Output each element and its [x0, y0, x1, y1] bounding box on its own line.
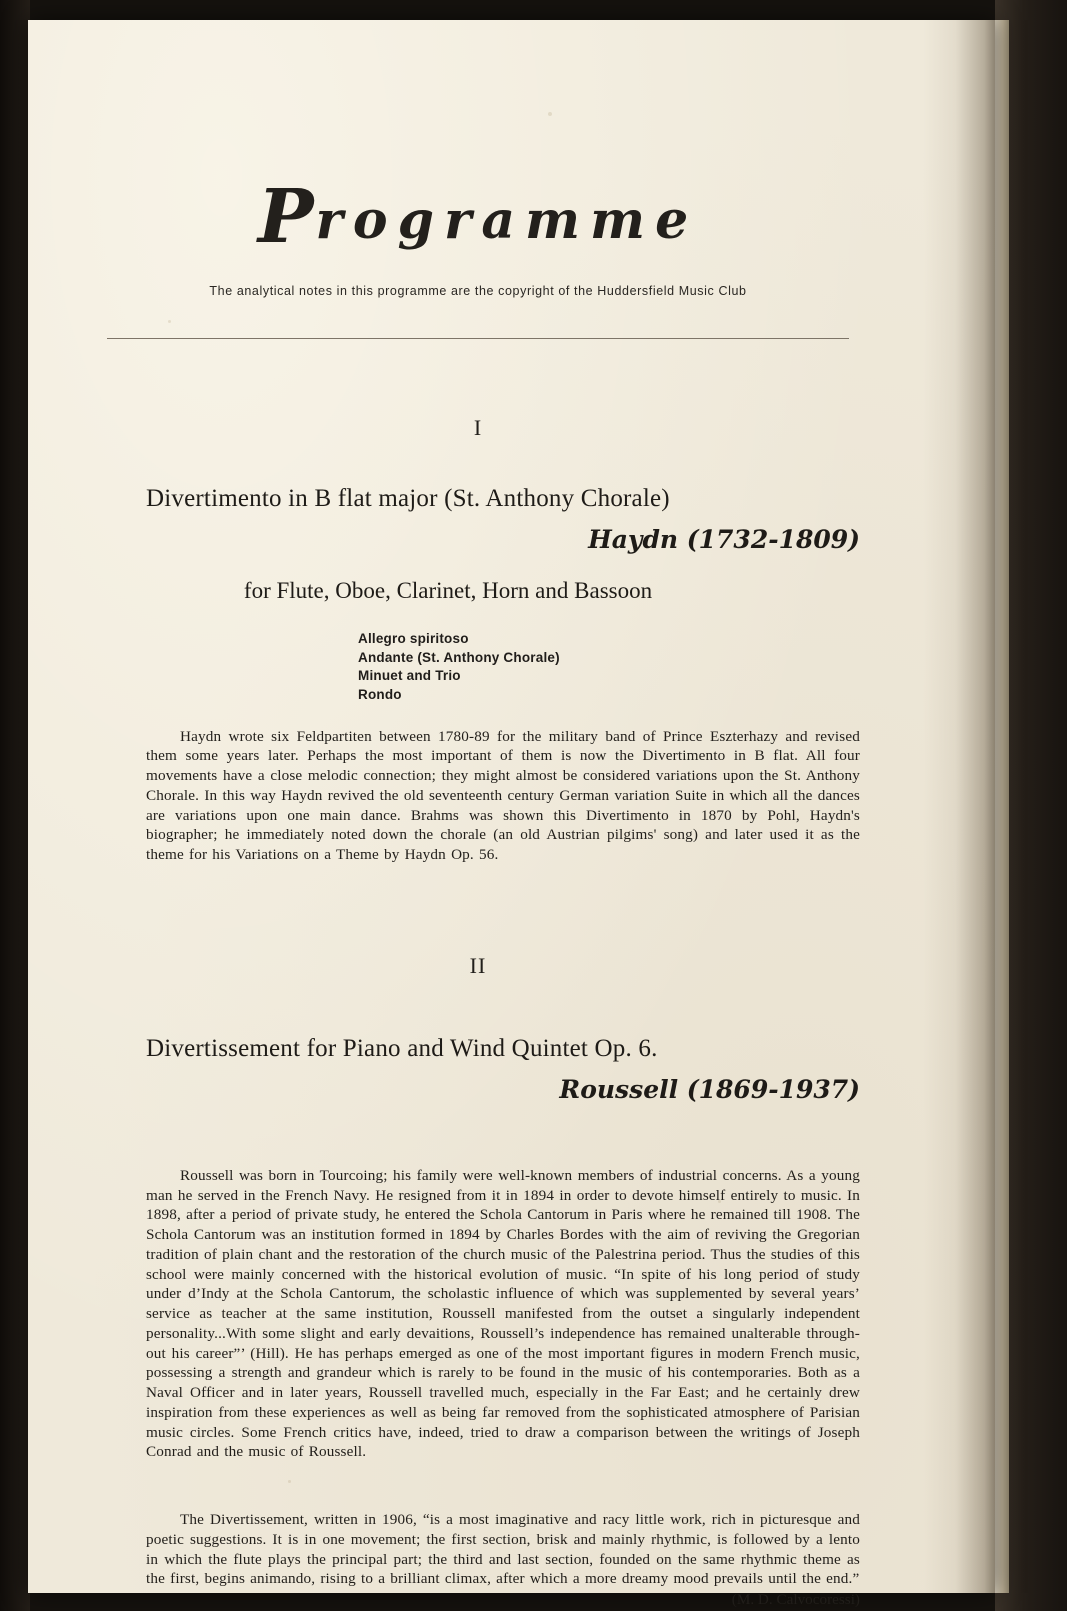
copyright-note: The analytical notes in this programme are the copyright of the Huddersfield Music Club: [209, 284, 747, 298]
page-title: [28, 20, 928, 260]
page-edge: [995, 20, 1009, 1593]
movement-item: Allegro spiritoso: [358, 631, 469, 646]
spacer: [28, 441, 928, 485]
composer-2: Roussell (1869-1937): [559, 1074, 860, 1104]
movement-item: Rondo: [358, 686, 402, 702]
spacer: [28, 339, 928, 415]
instrumentation-1: for Flute, Oboe, Clarinet, Horn and Bassoon: [243, 578, 653, 603]
programme-note-2b: The Divertissement, written in 1906, “is a most imaginative and racy little work, rich in picturesque and poetic suggestions. It is in one movement; the first section, brisk and mainly rhythmic, is followed by a lento in which the flute plays the principal part; the third and last section, founded on the same rhythmic theme as the first, begins animando, rising to a brilliant climax, after which a more dreamy mood prevails until the end.”: [146, 1511, 860, 1588]
programme-note-1: Haydn wrote six Feldpartiten between 1780-89 for the military band of Prince Eszterhazy and revised them some years later. Perhaps the most important of them is now the Divertimento in B flat. All four movements have a close melodic connection; they might almost be considered variations upon the St. Anthony Chorale. In this way Haydn revived the old seventeenth century German variation Suite in which all the dances are variations upon one main dance. Brahms was shown this Divertimento in 1870 by Pohl, Haydn's biographer; he immediately noted down the chorale (an old Austrian pilgims' song) and later used it as the theme for his Variations on a Theme by Haydn Op. 56.: [146, 727, 860, 863]
left-scan-margin: [0, 0, 30, 1611]
spacer: [28, 1104, 928, 1144]
movement-item: Minuet and Trio: [358, 668, 461, 684]
work-title-2: Divertissement for Piano and Wind Quintet Op. 6.: [146, 1034, 658, 1062]
note-attribution-2: (M. D. Calvocoressi): [731, 1591, 860, 1608]
spacer: [28, 865, 928, 953]
work-title-1: Divertimento in B flat major (St. Anthony Chorale): [146, 485, 670, 512]
page-title-rest: rogramme: [315, 190, 699, 251]
section-numeral-2: II: [469, 952, 487, 978]
gutter-shadow: [923, 20, 995, 1593]
programme-note-2a: Roussell was born in Tourcoing; his family were well-known members of industrial concerns. As a young man he served in the French Navy. He resigned from it in 1894 in order to devote himself entirely to music. In 1898, after a period of private study, he entered the Schola Cantorum in Paris where he remained till 1908. The Schola Cantorum was an institution formed in 1894 by Charles Bordes with the aim of reviving the Gregorian tradition of plain chant and the restoration of the church music of the Palestrina period. Thus the studies of this school were mainly concerned with the historical evolution of music. “In spite of his long period of study under d’Indy at the Schola Cantorum, the scholastic influence of which was supplemented by several years’ service as teacher at the same institution, Roussell manifested from the outset a singularly independent personality...With some slight and early devaitions, Roussell’s independence has remained unalterable through-out his career”’ (Hill). He has perhaps emerged as one of the most important figures in modern French music, possessing a strength and grandeur which is rarely to be found in the music of his contemporaries. Both as a Naval Officer and in later years, Roussell travelled much, especially in the Far East; and he certainly drew inspiration from these experiences as well as being far removed from the sophisticated atmosphere of Parisian music circles. Some French critics have, indeed, tried to draw a comparison between the writings of Joseph Conrad and the music of Roussell.: [146, 1166, 860, 1461]
page-title-initial: P: [257, 174, 316, 260]
composer-1: Haydn (1732-1809): [588, 525, 860, 554]
section-numeral-1: I: [473, 415, 483, 440]
spacer: [28, 979, 928, 1035]
spacer: [28, 1462, 928, 1488]
movement-list-1: [28, 630, 928, 705]
page-content: [28, 20, 928, 1608]
programme-page: [28, 20, 995, 1608]
movement-item: Andante (St. Anthony Chorale): [358, 649, 560, 665]
